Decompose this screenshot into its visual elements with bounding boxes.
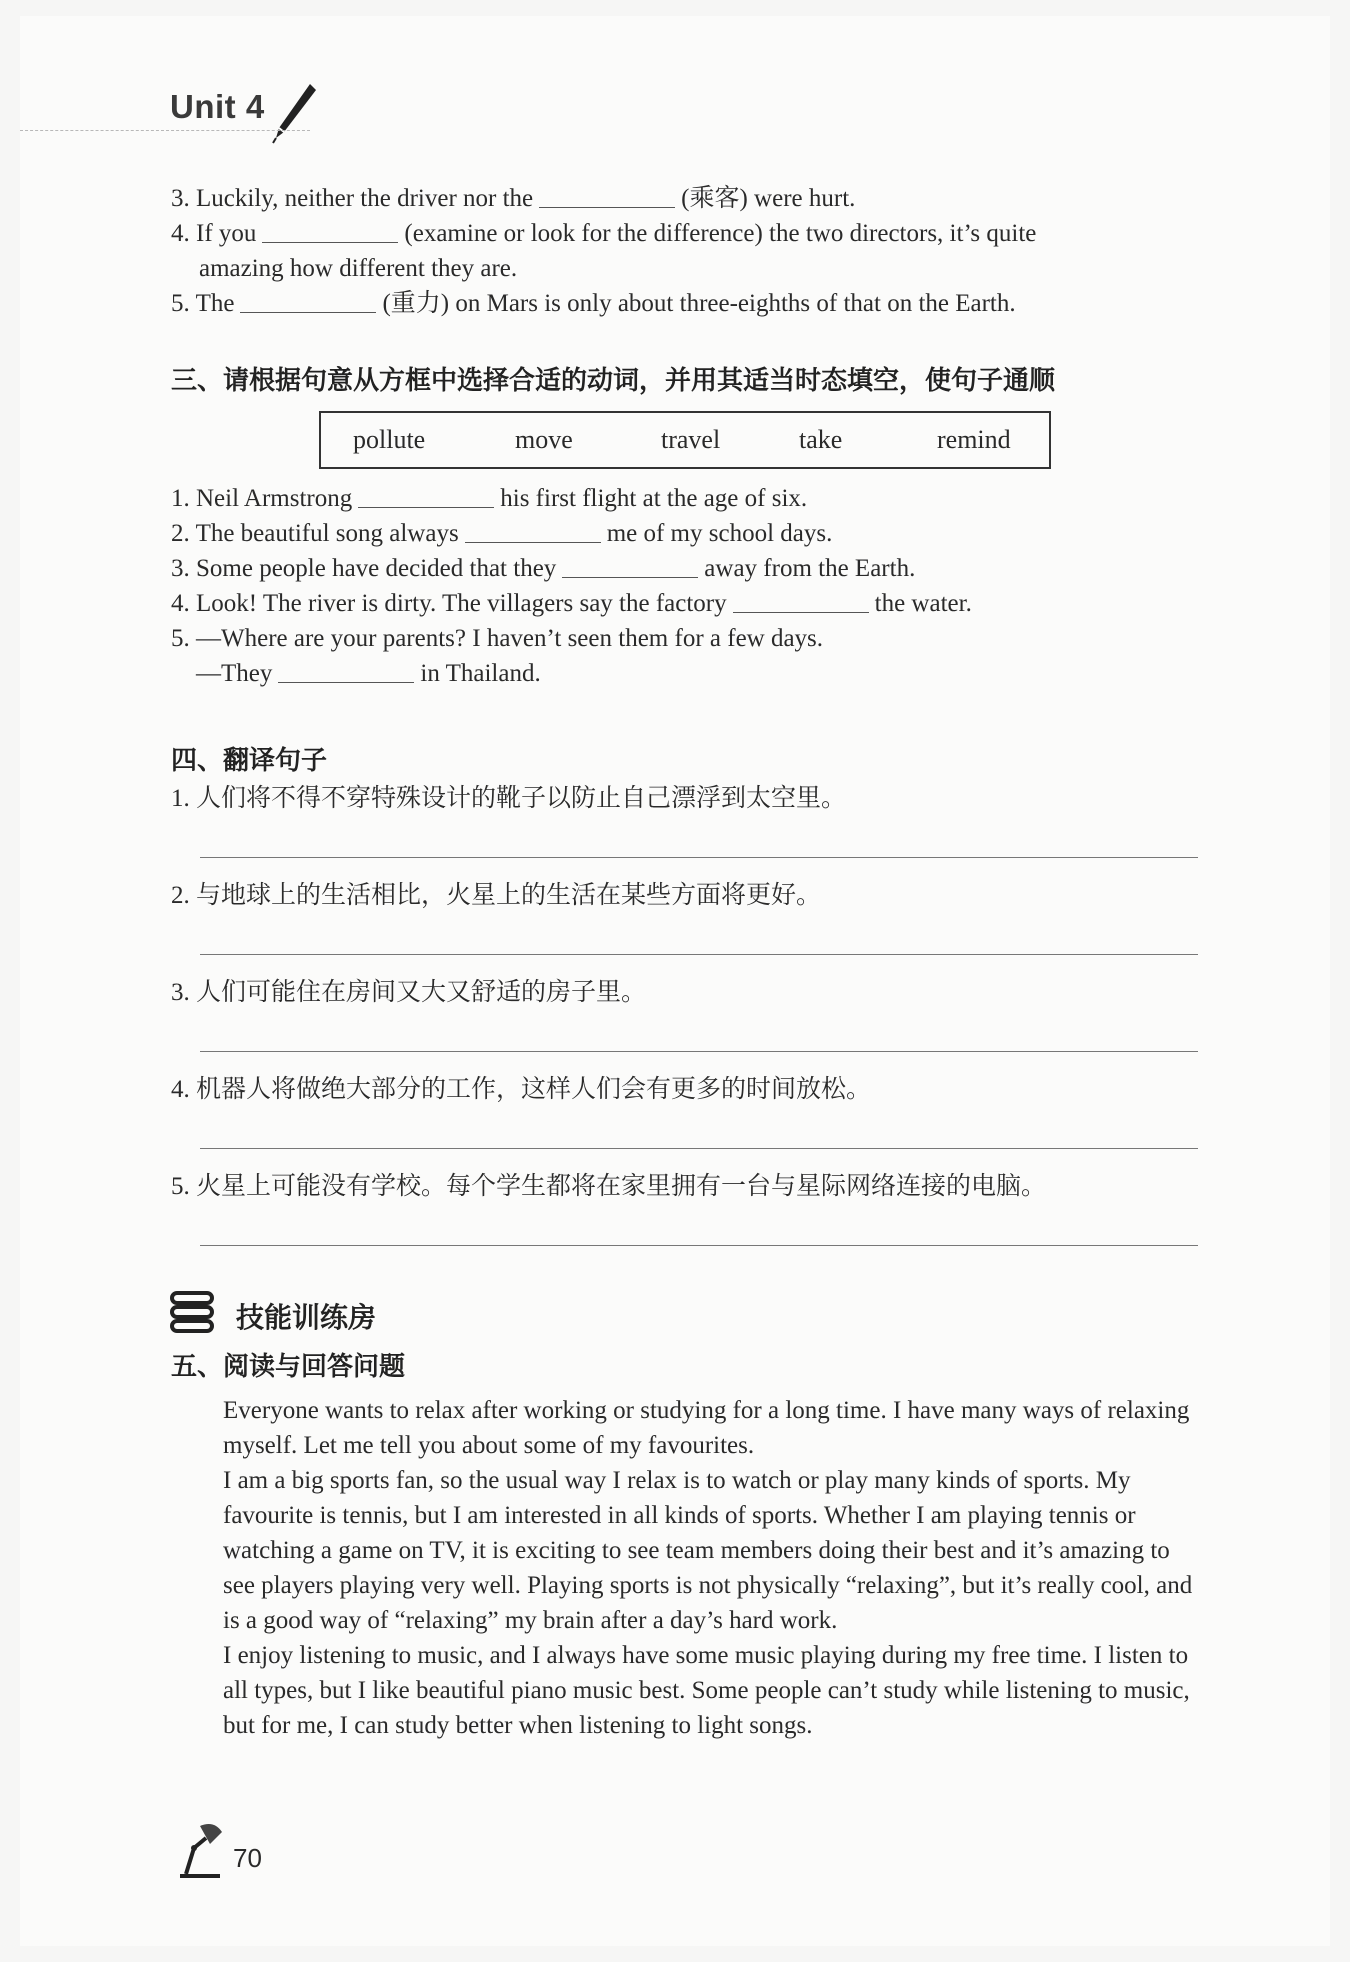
question-line: 3. Some people have decided that they away from the Earth. — [171, 555, 916, 582]
question-line: 5. The (重力) on Mars is only about three-eighths of that on the Earth. — [171, 290, 1016, 317]
page-number: 70 — [233, 1843, 262, 1873]
translation-prompt: 3. 人们可能住在房间又大又舒适的房子里。 — [171, 979, 647, 1006]
answer-blank[interactable] — [278, 659, 414, 683]
word-bank-word: move — [515, 425, 573, 454]
question-line: 2. The beautiful song always me of my school days. — [171, 520, 833, 547]
skills-title: 技能训练房 — [236, 1301, 377, 1334]
passage-paragraph: Everyone wants to relax after working or studying for a long time. I have many ways of relaxing myself. Let me tell you about some of my favourites. — [223, 1397, 1190, 1459]
question-line: 3. Luckily, neither the driver nor the (乘客) were hurt. — [171, 185, 856, 212]
word-bank-word: take — [799, 425, 843, 454]
header-rule — [20, 130, 310, 131]
answer-blank[interactable] — [733, 589, 869, 613]
section-three-heading: 三、请根据句意从方框中选择合适的动词，并用其适当时态填空，使句子通顺 — [171, 366, 1056, 396]
answer-blank[interactable] — [539, 184, 675, 208]
answer-blank[interactable] — [358, 484, 494, 508]
answer-blank[interactable] — [240, 289, 376, 313]
question-line: 5. —Where are your parents? I haven’t seen them for a few days. — [171, 625, 824, 652]
question-line-continued: —They in Thailand. — [196, 660, 541, 687]
question-line: 4. If you (examine or look for the difference) the two directors, it’s quite — [171, 220, 1037, 247]
passage-paragraph: I am a big sports fan, so the usual way I relax is to watch or play many kinds of sports. My favourite is tennis, but I am interested in all kinds of sports. Whether I am playing tennis or watching a game on TV, it is exciting to see team members doing their best and it’s amazing to see players playing very well. Playing sports is not physically “relaxing”, but it’s really cool, and is a good way of “relaxing” my brain after a day’s hard work. — [223, 1467, 1193, 1634]
word-bank-word: pollute — [353, 425, 426, 454]
answer-line[interactable] — [200, 1245, 1198, 1246]
unit-title: Unit 4 — [170, 88, 265, 125]
reading-passage — [171, 1393, 1201, 1743]
answer-line[interactable] — [200, 954, 1198, 955]
desk-lamp-icon — [170, 1818, 230, 1882]
translation-prompt: 1. 人们将不得不穿特殊设计的靴子以防止自己漂浮到太空里。 — [171, 785, 847, 812]
answer-blank[interactable] — [262, 219, 398, 243]
translation-prompt: 2. 与地球上的生活相比，火星上的生活在某些方面将更好。 — [171, 882, 822, 909]
answer-line[interactable] — [200, 1051, 1198, 1052]
answer-blank[interactable] — [465, 519, 601, 543]
answer-blank[interactable] — [562, 554, 698, 578]
section-five-heading: 五、阅读与回答问题 — [171, 1352, 406, 1382]
question-line: 1. Neil Armstrong his first flight at the age of six. — [171, 485, 808, 512]
pen-icon — [270, 80, 320, 144]
stack-lines-icon — [170, 1291, 218, 1333]
translation-prompt: 4. 机器人将做绝大部分的工作，这样人们会有更多的时间放松。 — [171, 1076, 872, 1103]
word-bank-word: travel — [661, 425, 721, 454]
section-four-heading: 四、翻译句子 — [171, 746, 328, 776]
answer-line[interactable] — [200, 857, 1198, 858]
answer-line[interactable] — [200, 1148, 1198, 1149]
question-line-continued: amazing how different they are. — [199, 255, 518, 282]
question-line: 4. Look! The river is dirty. The villagers say the factory the water. — [171, 590, 972, 617]
translation-prompt: 5. 火星上可能没有学校。每个学生都将在家里拥有一台与星际网络连接的电脑。 — [171, 1173, 1047, 1200]
word-bank-word: remind — [937, 425, 1011, 454]
word-bank-box — [319, 411, 1051, 469]
passage-paragraph: I enjoy listening to music, and I always have some music playing during my free time. I listen to all types, but I like beautiful piano music best. Some people can’t study while listening to music, but for me, I can study better when listening to light songs. — [223, 1642, 1190, 1739]
